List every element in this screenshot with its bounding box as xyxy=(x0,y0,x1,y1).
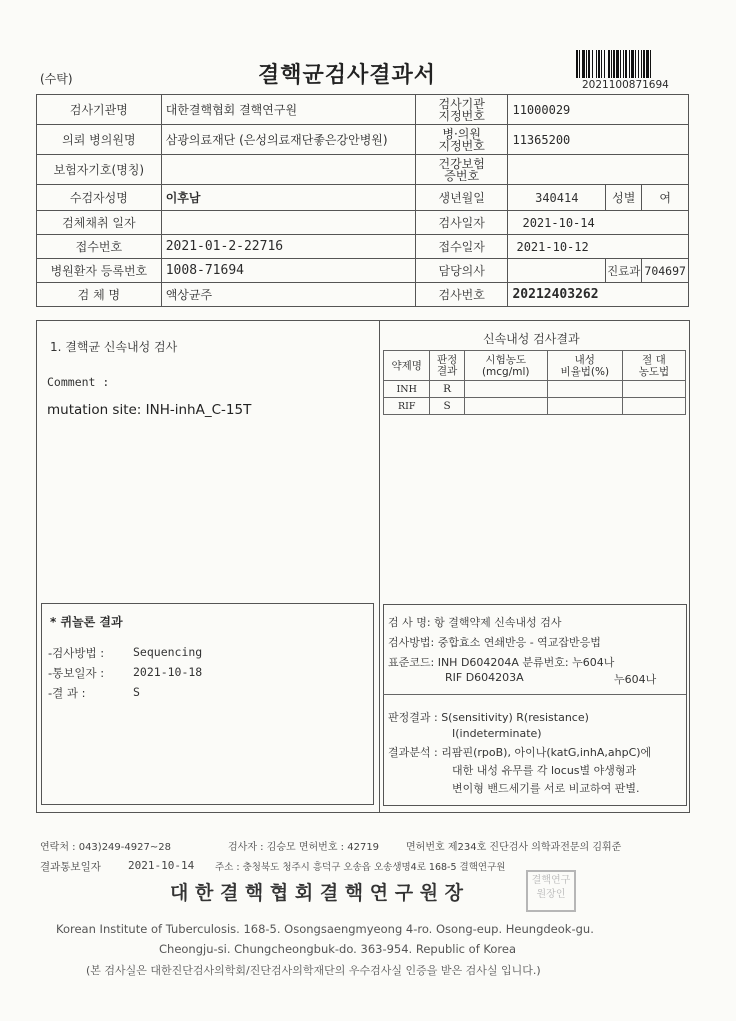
footer-contact: 연락처 : 043)249-4927~28 xyxy=(40,842,171,853)
health-number-value xyxy=(508,155,689,185)
barcode-number: 2021100871694 xyxy=(582,79,669,91)
quinolone-notify-label: -통보일자 : xyxy=(48,666,105,680)
dst-result: R xyxy=(430,381,464,398)
quinolone-result-box xyxy=(41,603,374,805)
dob-label: 생년월일 xyxy=(415,185,508,211)
quinolone-title: * 퀴놀론 결과 xyxy=(50,615,123,629)
test-date-value: 2021-10-14 xyxy=(508,211,689,235)
department-label: 진료과 xyxy=(606,259,642,283)
footer-examiner: 검사자 : 김승모 면허번호 : 42719 xyxy=(228,842,380,853)
dst-header-drug: 약제명 xyxy=(384,351,430,381)
dst-absolute xyxy=(622,398,685,415)
english-address-line-1: Korean Institute of Tuberculosis. 168-5. Osongsaengmyeong 4-ro. Osong-eup. Heungdeok-gu. xyxy=(56,922,594,936)
mutation-site-text: mutation site: INH-inhA_C-15T xyxy=(47,402,252,418)
judgment-legend: 판정결과 : S(sensitivity) R(resistance) xyxy=(388,711,589,724)
method-box-divider xyxy=(383,694,686,695)
footer-license: 면허번호 제234호 진단검사 의학과전문의 김휘준 xyxy=(406,842,622,853)
dst-concentration xyxy=(464,398,547,415)
insured-value xyxy=(161,155,415,185)
dst-title: 신속내성 검사결과 xyxy=(483,332,580,346)
hospital-label: 의뢰 병의원명 xyxy=(37,125,162,155)
quinolone-result-label: -결 과 : xyxy=(48,686,86,700)
quinolone-method-value: Sequencing xyxy=(133,645,203,659)
quinolone-method-label: -검사방법 : xyxy=(48,646,105,660)
institution-label: 검사기관명 xyxy=(37,95,162,125)
sex-value: 여 xyxy=(642,185,689,211)
specimen-label: 검 체 명 xyxy=(37,283,162,307)
footer-address: 주소 : 충청북도 청주시 흥덕구 오송읍 오송생명4로 168-5 결핵연구원 xyxy=(215,862,506,873)
institution-code-label: 검사기관 지정번호 xyxy=(415,95,508,125)
copy-type-label: (수탁) xyxy=(40,72,73,86)
doctor-value xyxy=(508,259,606,283)
doctor-label: 담당의사 xyxy=(415,259,508,283)
method-test-name: 검 사 명: 항 결핵약제 신속내성 검사 xyxy=(388,616,562,629)
analysis-line-3: 변이형 밴드세기를 서로 비교하여 판별. xyxy=(452,782,640,795)
certification-note: (본 검사실은 대한진단검사의학회/진단검사의학재단의 우수검사실 인증을 받은 검사실 입니다.) xyxy=(86,964,541,977)
health-number-label: 건강보험 증번호 xyxy=(415,155,508,185)
method-test-method: 검사방법: 중합효소 연쇄반응 - 역교잡반응법 xyxy=(388,636,601,649)
quinolone-notify-value: 2021-10-18 xyxy=(133,665,203,679)
dst-header-ratio: 내성 비율법(%) xyxy=(547,351,622,381)
dst-concentration xyxy=(464,381,547,398)
method-standard-code-rif: RIF D604203A xyxy=(445,671,524,684)
collect-date-label: 검체채취 일자 xyxy=(37,211,162,235)
test-date-label: 검사일자 xyxy=(415,211,508,235)
patient-name-value: 이후남 xyxy=(161,185,415,211)
receipt-date-label: 접수일자 xyxy=(415,235,508,259)
patient-info-table xyxy=(36,94,689,307)
hospital-code-label: 병·의원 지정번호 xyxy=(415,125,508,155)
rapid-test-heading: 1. 결핵균 신속내성 검사 xyxy=(50,340,178,354)
dst-drug: INH xyxy=(384,381,430,398)
comment-label: Comment : xyxy=(47,375,110,389)
receipt-date-value: 2021-10-12 xyxy=(508,235,689,259)
dst-ratio xyxy=(547,398,622,415)
receipt-number-value: 2021-01-2-22716 xyxy=(161,235,415,259)
registration-number-label: 병원환자 등록번호 xyxy=(37,259,162,283)
method-classification-rif: 누604나 xyxy=(614,673,657,686)
english-address-line-2: Cheongju-si. Chungcheongbuk-do. 363-954. Republic of Korea xyxy=(159,942,517,956)
dst-ratio xyxy=(547,381,622,398)
hospital-code-value: 11365200 xyxy=(508,125,689,155)
footer-report-date: 2021-10-14 xyxy=(128,859,195,872)
institution-value: 대한결핵협회 결핵연구원 xyxy=(161,95,415,125)
hospital-value: 삼광의료재단 (은성의료재단좋은강안병원) xyxy=(161,125,415,155)
department-value: 704697 xyxy=(642,259,689,283)
organization-name: 대 한 결 핵 협 회 결 핵 연 구 원 장 xyxy=(170,882,464,904)
test-number-label: 검사번호 xyxy=(415,283,508,307)
dst-result: S xyxy=(430,398,464,415)
dst-header-concentration: 시험농도 (mcg/ml) xyxy=(464,351,547,381)
judgment-legend-indeterminate: I(indeterminate) xyxy=(452,727,542,740)
specimen-value: 액상균주 xyxy=(161,283,415,307)
collect-date-value xyxy=(161,211,415,235)
dob-value: 340414 xyxy=(508,185,606,211)
analysis-line-1: 결과분석 : 리팜핀(rpoB), 아이나(katG,inhA,ahpC)에 xyxy=(388,746,652,759)
receipt-number-label: 접수번호 xyxy=(37,235,162,259)
quinolone-result-value: S xyxy=(133,685,140,699)
dst-header-judgment: 판정 결과 xyxy=(430,351,464,381)
footer-report-label: 결과통보일자 xyxy=(40,861,101,873)
document-title: 결핵균검사결과서 xyxy=(258,62,437,88)
dst-header-absolute: 절 대 농도법 xyxy=(622,351,685,381)
official-seal: 결핵연구원장인 xyxy=(526,870,576,912)
registration-number-value: 1008-71694 xyxy=(161,259,415,283)
analysis-line-2: 대한 내성 유무를 각 locus별 야생형과 xyxy=(452,764,637,777)
dst-row xyxy=(384,398,686,415)
results-divider xyxy=(379,320,380,812)
dst-table xyxy=(383,350,686,415)
barcode xyxy=(576,50,688,78)
dst-drug: RIF xyxy=(384,398,430,415)
test-number-value: 20212403262 xyxy=(508,283,689,307)
method-standard-code: 표준코드: INH D604204A 분류번호: 누604나 xyxy=(388,656,615,669)
institution-code-value: 11000029 xyxy=(508,95,689,125)
insured-label: 보험자기호(명칭) xyxy=(37,155,162,185)
dst-absolute xyxy=(622,381,685,398)
patient-name-label: 수검자성명 xyxy=(37,185,162,211)
sex-label: 성별 xyxy=(606,185,642,211)
dst-row xyxy=(384,381,686,398)
